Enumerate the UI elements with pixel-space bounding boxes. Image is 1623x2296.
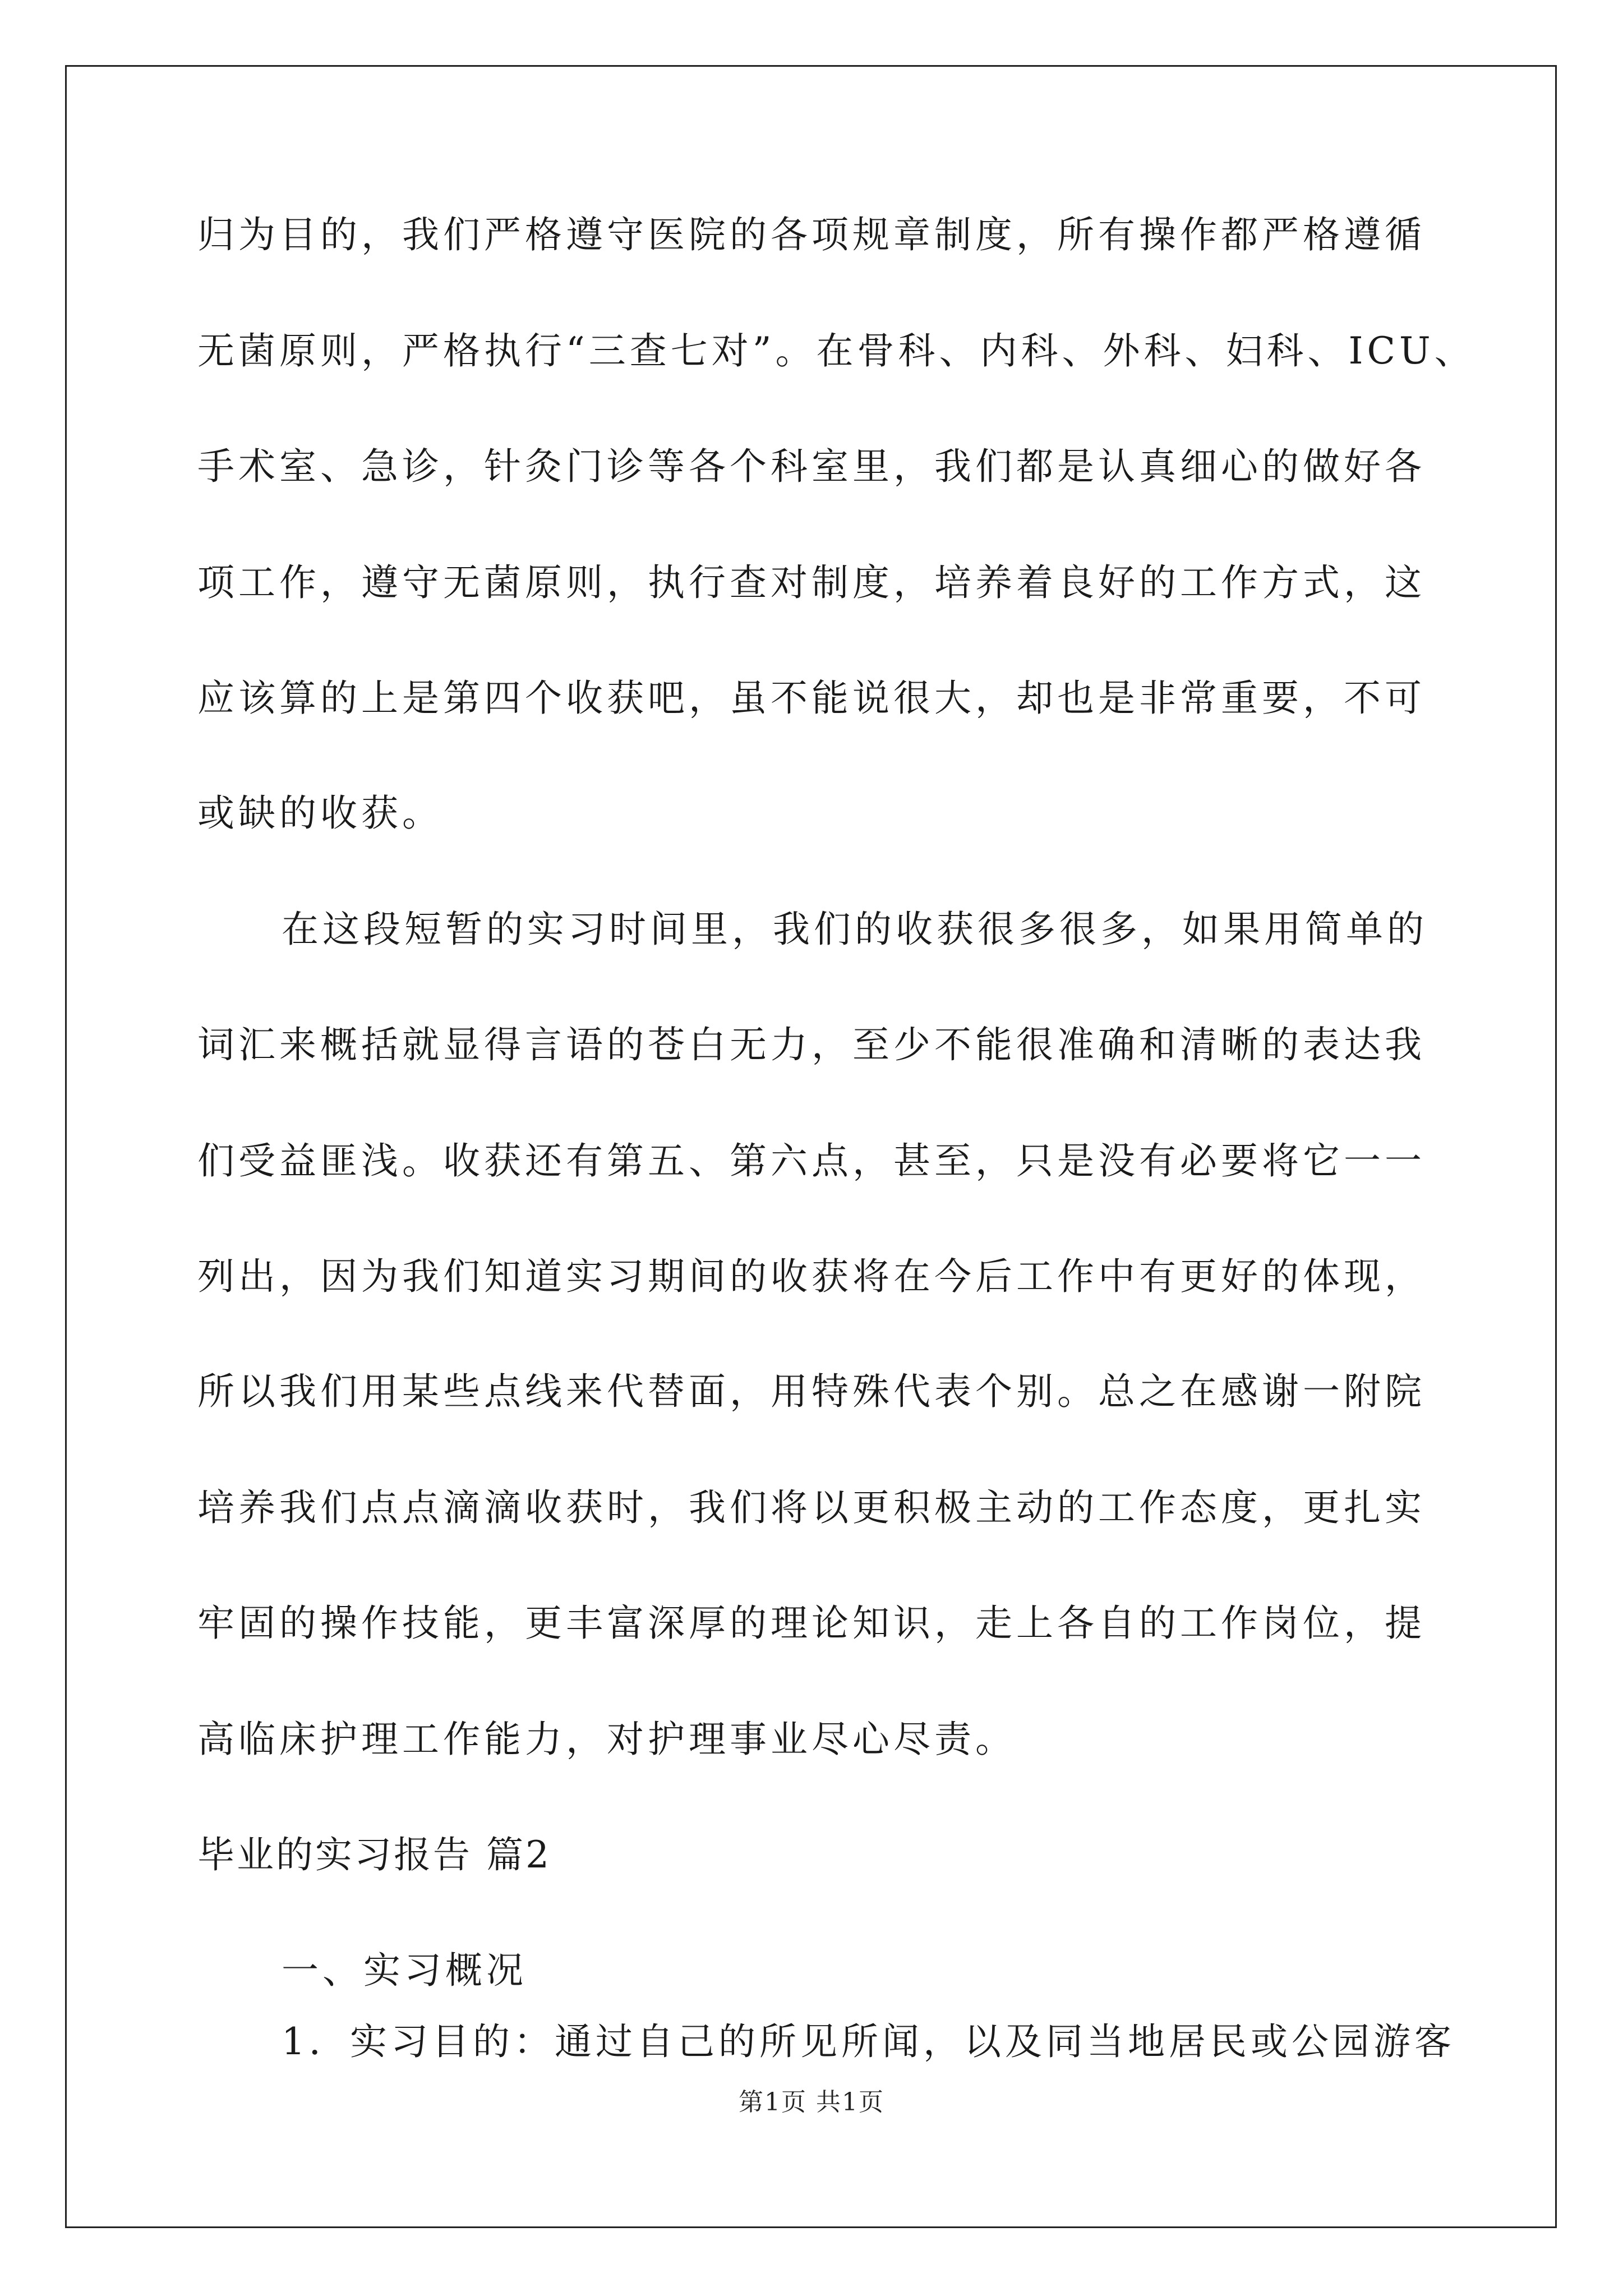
- body-text-line: 应该算的上是第四个收获吧，虽不能说很大，却也是非常重要，不可: [197, 677, 1426, 720]
- body-text-line: 列出，因为我们知道实习期间的收获将在今后工作中有更好的体现，: [197, 1255, 1426, 1298]
- body-text-line: 所以我们用某些点线来代替面，用特殊代表个别。总之在感谢一附院: [197, 1370, 1426, 1413]
- body-text-line: 手术室、急诊，针灸门诊等各个科室里，我们都是认真细心的做好各: [197, 445, 1426, 488]
- body-text-line: 高临床护理工作能力，对护理事业尽心尽责。: [197, 1718, 1016, 1761]
- body-text-line: 归为目的，我们严格遵守医院的各项规章制度，所有操作都严格遵循: [197, 213, 1426, 256]
- body-text-line: 培养我们点点滴滴收获时，我们将以更积极主动的工作态度，更扎实: [197, 1486, 1426, 1529]
- list-item-line: 1．实习目的：通过自己的所见所闻，以及同当地居民或公园游客: [282, 2020, 1455, 2063]
- paragraph-first-line: 在这段短暂的实习时间里，我们的收获很多很多，如果用简单的: [282, 908, 1428, 951]
- body-text-line: 项工作，遵守无菌原则，执行查对制度，培养着良好的工作方式，这: [197, 561, 1426, 604]
- page-number: 第1页 共1页: [739, 2088, 884, 2116]
- body-text-line: 或缺的收获。: [197, 792, 443, 835]
- subsection-heading: 一、实习概况: [282, 1949, 527, 1992]
- body-text-line: 无菌原则，严格执行“三查七对”。在骨科、内科、外科、妇科、ICU、: [197, 329, 1476, 372]
- body-text-line: 词汇来概括就显得言语的苍白无力，至少不能很准确和清晰的表达我: [197, 1023, 1426, 1066]
- body-text-line: 们受益匪浅。收获还有第五、第六点，甚至，只是没有必要将它一一: [197, 1139, 1426, 1182]
- section-heading: 毕业的实习报告 篇2: [197, 1833, 551, 1876]
- body-text-line: 牢固的操作技能，更丰富深厚的理论知识，走上各自的工作岗位，提: [197, 1602, 1426, 1645]
